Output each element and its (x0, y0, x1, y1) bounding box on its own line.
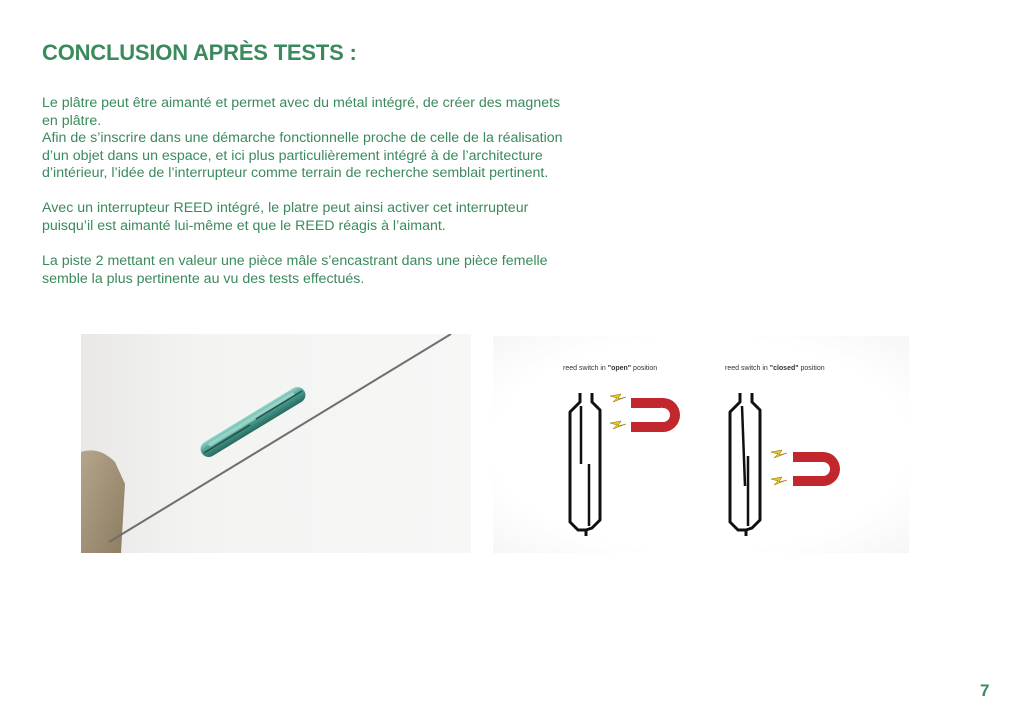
caption-state: "closed" (769, 365, 799, 372)
reed-switch-diagram (493, 336, 909, 553)
paragraph-line: en plâtre. (42, 112, 102, 129)
paragraph-1 (42, 95, 602, 183)
plaster-block (81, 450, 125, 553)
caption-suffix: position (631, 365, 658, 372)
paragraph-line: La piste 2 mettant en valeur une pièce mâle s’encastrant dans une pièce femelle (42, 253, 548, 269)
magnet-open (631, 398, 680, 432)
paragraph-line: puisqu’il est aimanté lui-même et que le REED réagis à l’aimant. (42, 217, 446, 234)
reed-switch-illustration (81, 334, 471, 553)
wire (109, 334, 451, 542)
paragraph-line: Le plâtre peut être aimanté et permet avec du métal intégré, de créer des magnets (42, 95, 561, 111)
magnet-closed (793, 452, 840, 486)
caption-suffix: position (798, 365, 825, 372)
magnet-label-open: magnet (639, 407, 663, 414)
magnetic-field-icon (610, 394, 626, 429)
caption-state: "open" (607, 365, 632, 372)
paragraph-line: Avec un interrupteur REED intégré, le platre peut ainsi activer cet interrupteur (42, 200, 529, 216)
paragraph-line: semble la plus pertinente au vu des tests effectués. (42, 270, 365, 287)
paragraph-3 (42, 253, 602, 288)
page-title: CONCLUSION APRÈS TESTS : (42, 40, 357, 65)
caption-prefix: reed switch in (725, 365, 770, 372)
open-switch-body (570, 393, 600, 536)
paragraph-2 (42, 200, 602, 235)
paragraph-line: Afin de s’inscrire dans une démarche fonctionnelle proche de celle de la réalisation (42, 130, 563, 147)
glass-tube (198, 384, 309, 460)
caption-prefix: reed switch in (563, 365, 608, 372)
diagram-graphics (493, 336, 909, 553)
reed-switch-photo (81, 334, 471, 553)
paragraph-line: d’un objet dans un espace, et ici plus particulièrement intégré à de l’architecture (42, 147, 543, 164)
closed-switch-body (730, 393, 760, 536)
paragraph-line: d’intérieur, l’idée de l’interrupteur comme terrain de recherche semblait pertinent. (42, 165, 549, 182)
page-number: 7 (980, 681, 990, 700)
magnet-label-closed: magnet (799, 462, 823, 469)
magnetic-field-icon (771, 450, 787, 485)
